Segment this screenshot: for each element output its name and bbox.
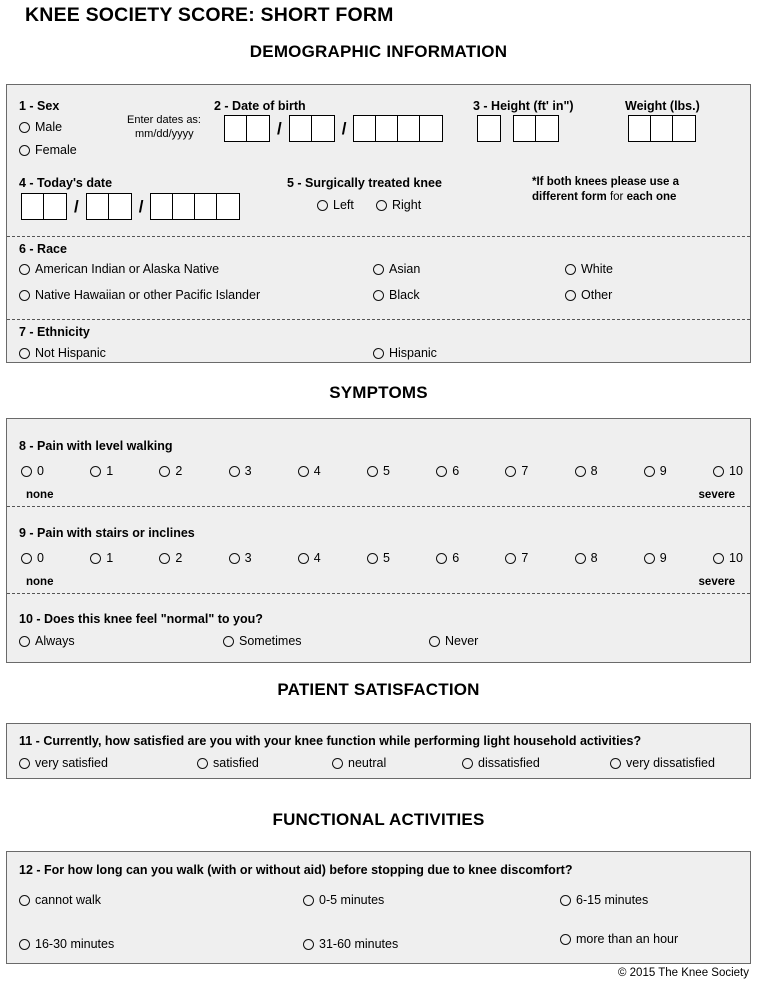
- input-cell[interactable]: [247, 116, 269, 141]
- option-knee-right[interactable]: [376, 198, 421, 212]
- option-label: 9: [659, 551, 667, 565]
- option-ethnicity-hispanic[interactable]: [373, 346, 437, 360]
- input-cell[interactable]: [651, 116, 673, 141]
- date-format-hint-line1: Enter dates as:: [127, 114, 201, 126]
- option-pain-stairs-inclines-6[interactable]: [436, 551, 459, 565]
- radio-icon[interactable]: [303, 939, 314, 950]
- option-label: dissatisfied: [478, 756, 540, 770]
- input-cell[interactable]: [109, 194, 131, 219]
- radio-icon[interactable]: [505, 466, 516, 477]
- option-normal-never[interactable]: [429, 634, 478, 648]
- input-cell[interactable]: [217, 194, 239, 219]
- option-label: 3: [244, 551, 252, 565]
- radio-icon[interactable]: [90, 553, 101, 564]
- option-pain-level-walking-0[interactable]: [21, 464, 44, 478]
- panel-symptoms: [6, 418, 751, 663]
- scale-anchor-high-q8: severe: [698, 489, 735, 501]
- weight-boxes[interactable]: [628, 115, 696, 142]
- divider-q9: [7, 506, 750, 507]
- question-7-label: 7 - Ethnicity: [19, 325, 90, 339]
- option-race-other[interactable]: [565, 288, 612, 302]
- weight-input-group[interactable]: [628, 115, 696, 142]
- radio-icon[interactable]: [713, 466, 724, 477]
- option-pain-stairs-inclines-10[interactable]: [713, 551, 743, 565]
- divider-q10: [7, 593, 750, 594]
- option-label: Right: [392, 198, 422, 212]
- option-label: 6: [452, 551, 460, 565]
- option-pain-stairs-inclines-8[interactable]: [575, 551, 598, 565]
- option-pain-stairs-inclines-7[interactable]: [505, 551, 528, 565]
- question-3-label: 3 - Height (ft' in"): [473, 99, 574, 113]
- option-label: 3: [244, 464, 252, 478]
- option-satisfaction-very-satisfied[interactable]: [19, 756, 108, 770]
- option-label: 7: [521, 551, 529, 565]
- input-cell[interactable]: [312, 116, 334, 141]
- option-normal-sometimes[interactable]: [223, 634, 302, 648]
- option-sex-female[interactable]: [19, 143, 77, 157]
- section-heading-functional-activities: FUNCTIONAL ACTIVITIES: [272, 810, 485, 829]
- option-ethnicity-not-hispanic[interactable]: [19, 346, 106, 360]
- option-label: more than an hour: [576, 932, 679, 946]
- input-cell[interactable]: [151, 194, 173, 219]
- option-pain-level-walking-2[interactable]: [159, 464, 182, 478]
- option-label: cannot walk: [35, 893, 102, 907]
- radio-icon[interactable]: [560, 934, 571, 945]
- option-label: 7: [521, 464, 529, 478]
- copyright-notice: © 2015 The Knee Society: [617, 967, 749, 979]
- input-cell[interactable]: [478, 116, 500, 141]
- option-walk-more-than-an-hour[interactable]: [560, 932, 678, 946]
- input-cell[interactable]: [376, 116, 398, 141]
- option-label: 9: [659, 464, 667, 478]
- option-label: Left: [333, 198, 354, 212]
- option-knee-left[interactable]: [317, 198, 354, 212]
- weight-label: Weight (lbs.): [625, 99, 700, 113]
- radio-icon[interactable]: [303, 895, 314, 906]
- radio-icon[interactable]: [713, 553, 724, 564]
- option-label: neutral: [348, 756, 387, 770]
- question-9-label: 9 - Pain with stairs or inclines: [19, 526, 195, 540]
- radio-icon[interactable]: [376, 200, 387, 211]
- option-label: very dissatisfied: [626, 756, 715, 770]
- question-2-label: 2 - Date of birth: [214, 99, 306, 113]
- section-heading-patient-satisfaction: PATIENT SATISFACTION: [277, 680, 480, 699]
- radio-icon[interactable]: [90, 466, 101, 477]
- radio-icon[interactable]: [429, 636, 440, 647]
- divider-race: [7, 236, 750, 237]
- radio-icon[interactable]: [332, 758, 343, 769]
- option-pain-level-walking-1[interactable]: [90, 464, 113, 478]
- radio-icon[interactable]: [373, 264, 384, 275]
- input-cell[interactable]: [673, 116, 695, 141]
- radio-icon[interactable]: [644, 466, 655, 477]
- input-cell[interactable]: [87, 194, 109, 219]
- option-label: 2: [175, 464, 183, 478]
- option-sex-male[interactable]: [19, 120, 62, 134]
- radio-icon[interactable]: [159, 553, 170, 564]
- input-cell[interactable]: [536, 116, 558, 141]
- radio-icon[interactable]: [197, 758, 208, 769]
- option-pain-stairs-inclines-9[interactable]: [644, 551, 667, 565]
- option-race-native-hawaiian[interactable]: [19, 288, 260, 302]
- question-4-label: 4 - Today's date: [19, 176, 113, 190]
- option-walk-0-5-minutes[interactable]: [303, 893, 384, 907]
- option-pain-stairs-inclines-1[interactable]: [90, 551, 113, 565]
- option-label: satisfied: [213, 756, 259, 770]
- page-title: KNEE SOCIETY SCORE: SHORT FORM: [25, 4, 394, 26]
- radio-icon[interactable]: [575, 466, 586, 477]
- option-race-american-indian[interactable]: [19, 262, 219, 276]
- option-pain-level-walking-5[interactable]: [367, 464, 390, 478]
- option-pain-stairs-inclines-5[interactable]: [367, 551, 390, 565]
- radio-icon[interactable]: [19, 348, 30, 359]
- option-pain-level-walking-4[interactable]: [298, 464, 321, 478]
- radio-icon[interactable]: [436, 553, 447, 564]
- radio-icon[interactable]: [21, 466, 32, 477]
- scale-anchor-low-q8: none: [26, 489, 54, 501]
- option-label: Always: [35, 634, 75, 648]
- question-10-label: 10 - Does this knee feel "normal" to you?: [19, 612, 263, 626]
- option-pain-stairs-inclines-3[interactable]: [229, 551, 252, 565]
- option-label: Hispanic: [389, 346, 437, 360]
- option-pain-stairs-inclines-2[interactable]: [159, 551, 182, 565]
- option-label: 1: [106, 464, 114, 478]
- option-label: 2: [175, 551, 183, 565]
- date-format-hint-line2: mm/dd/yyyy: [135, 128, 194, 140]
- input-cell[interactable]: [225, 116, 247, 141]
- option-label: 5: [383, 464, 390, 478]
- input-cell[interactable]: [514, 116, 536, 141]
- option-pain-level-walking-8[interactable]: [575, 464, 598, 478]
- option-label: 0-5 minutes: [319, 893, 385, 907]
- option-walk-cannot-walk[interactable]: [19, 893, 101, 907]
- input-cell[interactable]: [398, 116, 420, 141]
- todays-date-input-group[interactable]: [21, 193, 240, 220]
- option-race-white[interactable]: [565, 262, 613, 276]
- option-label: 6: [452, 464, 460, 478]
- option-label: Black: [389, 288, 420, 302]
- option-pain-level-walking-9[interactable]: [644, 464, 667, 478]
- dob-month-boxes[interactable]: [224, 115, 270, 142]
- radio-icon[interactable]: [229, 553, 240, 564]
- date-separator: /: [74, 197, 79, 216]
- option-walk-6-15-minutes[interactable]: [560, 893, 648, 907]
- date-separator: /: [138, 197, 144, 216]
- option-label: White: [581, 262, 613, 276]
- option-label: 10: [729, 464, 743, 478]
- option-label: Other: [581, 288, 613, 302]
- radio-icon[interactable]: [19, 758, 30, 769]
- dob-day-boxes[interactable]: [289, 115, 335, 142]
- radio-icon[interactable]: [575, 553, 586, 564]
- option-label: 0: [37, 551, 44, 565]
- question-5-label: 5 - Surgically treated knee: [287, 176, 442, 190]
- radio-icon[interactable]: [367, 466, 378, 477]
- question-8-label: 8 - Pain with level walking: [19, 439, 173, 453]
- option-pain-stairs-inclines-4[interactable]: [298, 551, 321, 565]
- input-cell[interactable]: [173, 194, 195, 219]
- radio-icon[interactable]: [298, 553, 309, 564]
- question-11-label: 11 - Currently, how satisfied are you with your knee function while performing light household activities?: [19, 734, 642, 748]
- radio-icon[interactable]: [19, 895, 30, 906]
- note-bold-1: different form: [532, 191, 607, 203]
- option-label: 31-60 minutes: [319, 937, 399, 951]
- input-cell[interactable]: [22, 194, 44, 219]
- option-satisfaction-very-dissatisfied[interactable]: [610, 756, 715, 770]
- option-race-asian[interactable]: [373, 262, 420, 276]
- panel-patient-satisfaction: [6, 723, 751, 779]
- section-heading-symptoms: SYMPTOMS: [329, 383, 428, 402]
- note-normal: for: [606, 191, 627, 203]
- question-6-label: 6 - Race: [19, 242, 67, 256]
- radio-icon[interactable]: [317, 200, 328, 211]
- height-feet-boxes[interactable]: [477, 115, 501, 142]
- option-normal-always[interactable]: [19, 634, 75, 648]
- divider-ethnicity: [7, 319, 750, 320]
- option-label: Not Hispanic: [35, 346, 106, 360]
- scale-anchor-low-q9: none: [26, 576, 54, 588]
- note-bold-2: each one: [626, 191, 677, 203]
- height-inches-boxes[interactable]: [513, 115, 559, 142]
- input-cell[interactable]: [629, 116, 651, 141]
- radio-icon[interactable]: [19, 636, 30, 647]
- question-12-label: 12 - For how long can you walk (with or without aid) before stopping due to knee discomfort?: [19, 863, 573, 877]
- option-race-black[interactable]: [373, 288, 420, 302]
- option-label: 4: [313, 464, 321, 478]
- input-cell[interactable]: [290, 116, 312, 141]
- dob-year-boxes[interactable]: [353, 115, 443, 142]
- radio-icon[interactable]: [560, 895, 571, 906]
- radio-icon[interactable]: [565, 290, 576, 301]
- radio-icon[interactable]: [565, 264, 576, 275]
- radio-icon[interactable]: [19, 290, 30, 301]
- today-day-boxes[interactable]: [86, 193, 132, 220]
- question-1-label: 1 - Sex: [19, 99, 60, 113]
- option-pain-level-walking-7[interactable]: [505, 464, 528, 478]
- option-label: 8: [590, 464, 598, 478]
- radio-icon[interactable]: [644, 553, 655, 564]
- height-input-group[interactable]: [477, 115, 559, 142]
- option-label: 10: [729, 551, 743, 565]
- radio-icon[interactable]: [19, 939, 30, 950]
- both-knees-note-line1: *If both knees please use a: [532, 176, 680, 188]
- date-separator: /: [341, 119, 347, 138]
- radio-icon[interactable]: [505, 553, 516, 564]
- radio-icon[interactable]: [223, 636, 234, 647]
- panel-functional-activities: [6, 851, 751, 964]
- section-heading-demographic: DEMOGRAPHIC INFORMATION: [249, 42, 508, 61]
- option-label: 5: [383, 551, 390, 565]
- option-label: Never: [445, 634, 479, 648]
- option-satisfaction-neutral[interactable]: [332, 756, 386, 770]
- option-label: Native Hawaiian or other Pacific Islander: [35, 288, 261, 302]
- option-label: 6-15 minutes: [576, 893, 649, 907]
- radio-icon[interactable]: [373, 290, 384, 301]
- option-label: very satisfied: [35, 756, 108, 770]
- option-label: 4: [313, 551, 321, 565]
- radio-icon[interactable]: [159, 466, 170, 477]
- date-of-birth-input-group[interactable]: [224, 115, 443, 142]
- option-label: 1: [106, 551, 114, 565]
- option-walk-16-30-minutes[interactable]: [19, 937, 114, 951]
- option-satisfaction-dissatisfied[interactable]: [462, 756, 540, 770]
- radio-icon[interactable]: [298, 466, 309, 477]
- option-label: Male: [35, 120, 63, 134]
- option-walk-31-60-minutes[interactable]: [303, 937, 398, 951]
- radio-icon[interactable]: [19, 264, 30, 275]
- radio-icon[interactable]: [367, 553, 378, 564]
- panel-demographic-information: [6, 84, 751, 363]
- option-label: Female: [35, 143, 77, 157]
- radio-icon[interactable]: [610, 758, 621, 769]
- option-label: Sometimes: [239, 634, 302, 648]
- date-separator: /: [277, 119, 282, 138]
- radio-icon[interactable]: [229, 466, 240, 477]
- option-pain-level-walking-6[interactable]: [436, 464, 459, 478]
- option-pain-stairs-inclines-0[interactable]: [21, 551, 44, 565]
- option-pain-level-walking-10[interactable]: [713, 464, 743, 478]
- today-year-boxes[interactable]: [150, 193, 240, 220]
- option-satisfaction-satisfied[interactable]: [197, 756, 259, 770]
- today-month-boxes[interactable]: [21, 193, 67, 220]
- input-cell[interactable]: [420, 116, 442, 141]
- input-cell[interactable]: [354, 116, 376, 141]
- radio-icon[interactable]: [21, 553, 32, 564]
- input-cell[interactable]: [44, 194, 66, 219]
- both-knees-note-line2: [532, 191, 676, 203]
- scale-anchor-high-q9: severe: [698, 576, 735, 588]
- option-label: Asian: [389, 262, 421, 276]
- radio-icon[interactable]: [373, 348, 384, 359]
- radio-icon[interactable]: [19, 145, 30, 156]
- radio-icon[interactable]: [462, 758, 473, 769]
- option-label: 0: [37, 464, 44, 478]
- radio-icon[interactable]: [19, 122, 30, 133]
- option-label: 16-30 minutes: [35, 937, 115, 951]
- option-pain-level-walking-3[interactable]: [229, 464, 252, 478]
- option-label: 8: [590, 551, 598, 565]
- option-label: American Indian or Alaska Native: [35, 262, 220, 276]
- input-cell[interactable]: [195, 194, 217, 219]
- radio-icon[interactable]: [436, 466, 447, 477]
